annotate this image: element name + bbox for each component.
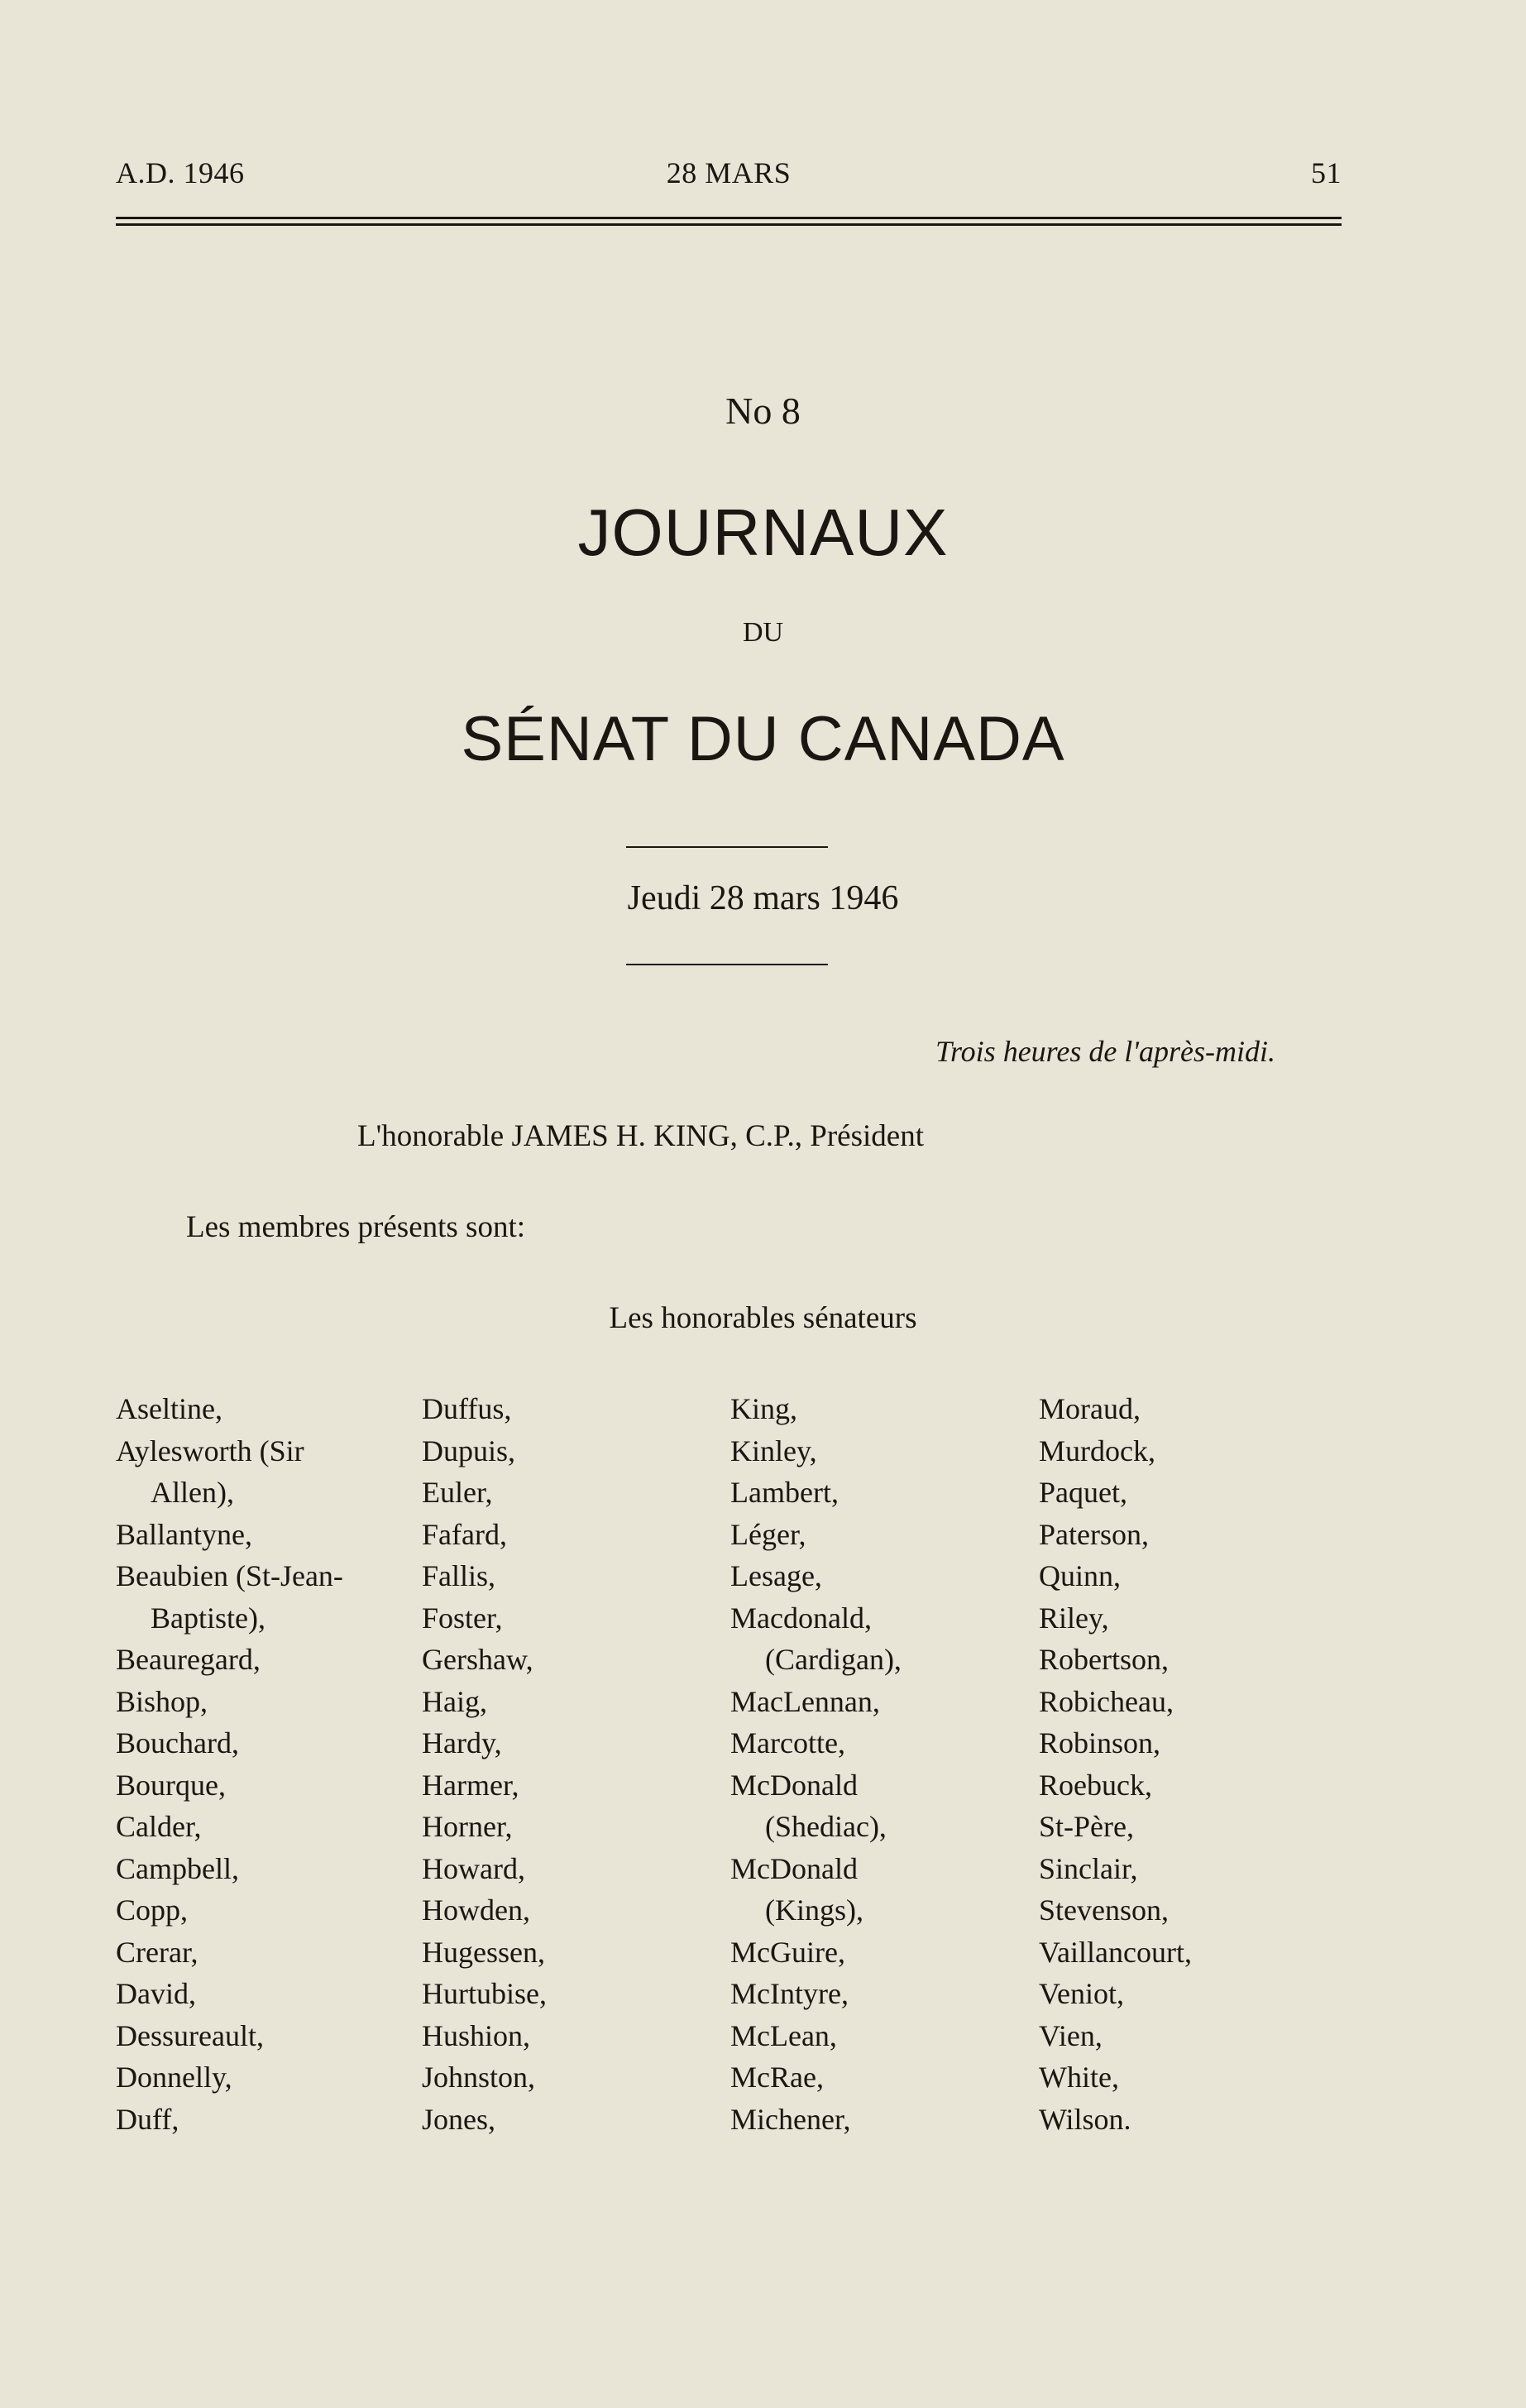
presiding-officer: L'honorable JAMES H. KING, C.P., Président <box>357 1119 924 1153</box>
page-number: 51 <box>1311 156 1342 189</box>
senator-name: Kinley, <box>730 1434 817 1467</box>
senator-name: Robertson, <box>1039 1643 1169 1676</box>
senator-name: Johnston, <box>422 2061 536 2094</box>
senator-name: Wilson. <box>1039 2102 1131 2136</box>
senator-name: Sinclair, <box>1039 1851 1138 1885</box>
senator-name: Hardy, <box>422 1726 502 1759</box>
senator-name: Léger, <box>730 1517 806 1551</box>
senator-name: Beauregard, <box>116 1643 261 1676</box>
title-divider-lower <box>626 964 828 965</box>
senator-name: Murdock, <box>1039 1434 1155 1467</box>
senators-column-3 <box>730 1388 902 2140</box>
senator-name: Dupuis, <box>422 1434 516 1467</box>
senator-name: Stevenson, <box>1039 1893 1169 1927</box>
senator-name: Duff, <box>116 2102 179 2136</box>
sitting-time: Trois heures de l'après-midi. <box>935 1035 1275 1068</box>
senator-name: Bourque, <box>116 1768 226 1802</box>
senator-name: Michener, <box>730 2102 851 2136</box>
senator-name: David, <box>116 1977 196 2010</box>
senator-name: Aylesworth (Sir <box>116 1434 304 1467</box>
senator-name: Quinn, <box>1039 1559 1121 1592</box>
senator-name: Paquet, <box>1039 1476 1127 1509</box>
senator-name: Vien, <box>1039 2018 1103 2052</box>
senator-name: McLean, <box>730 2018 837 2052</box>
senator-name: Jones, <box>422 2102 495 2136</box>
senator-name-continued: Baptiste), <box>151 1601 265 1635</box>
sitting-date: Jeudi 28 mars 1946 <box>627 879 899 917</box>
title-connector: DU <box>742 617 784 648</box>
senator-name-continued: Allen), <box>151 1476 234 1509</box>
senator-name: Moraud, <box>1039 1392 1141 1425</box>
members-intro: Les membres présents sont: <box>186 1210 525 1244</box>
header-rule-top <box>116 217 1342 219</box>
senator-name: McIntyre, <box>730 1977 849 2010</box>
senator-name: McDonald <box>730 1768 858 1802</box>
senator-name: Macdonald, <box>730 1601 872 1635</box>
senator-name: Howard, <box>422 1851 525 1885</box>
senator-name: Fallis, <box>422 1559 496 1592</box>
senator-name: Campbell, <box>116 1851 239 1885</box>
senator-name: King, <box>730 1392 797 1425</box>
senator-name: Gershaw, <box>422 1643 533 1676</box>
journal-title: JOURNAUX <box>577 495 949 569</box>
senator-name: Vaillancourt, <box>1039 1935 1192 1969</box>
senator-name: Robinson, <box>1039 1726 1161 1759</box>
senator-name: Hurtubise, <box>422 1977 547 2010</box>
senator-name: Marcotte, <box>730 1726 845 1759</box>
senator-name: Duffus, <box>422 1392 512 1425</box>
senator-name: Foster, <box>422 1601 503 1635</box>
senator-name: Hushion, <box>422 2018 531 2052</box>
senators-heading: Les honorables sénateurs <box>609 1301 917 1335</box>
senator-name: White, <box>1039 2061 1119 2094</box>
senator-name: Roebuck, <box>1039 1768 1152 1802</box>
senator-name: Calder, <box>116 1810 202 1843</box>
senator-name: Riley, <box>1039 1601 1109 1635</box>
title-divider-upper <box>626 846 828 848</box>
senators-column-4 <box>1039 1388 1192 2140</box>
senator-name: MacLennan, <box>730 1684 880 1718</box>
senator-name: McRae, <box>730 2061 824 2094</box>
senator-name: Lesage, <box>730 1559 822 1592</box>
senator-name: Bouchard, <box>116 1726 239 1759</box>
senate-title: SÉNAT DU CANADA <box>461 704 1065 774</box>
senator-name: Ballantyne, <box>116 1517 252 1551</box>
senator-name-continued: (Kings), <box>765 1893 863 1927</box>
senator-name: Beaubien (St-Jean- <box>116 1559 343 1592</box>
senator-name: Veniot, <box>1039 1977 1124 2010</box>
senator-name: Bishop, <box>116 1684 208 1718</box>
senator-name: St-Père, <box>1039 1810 1134 1843</box>
senator-name: Copp, <box>116 1893 189 1927</box>
senator-name: Euler, <box>422 1476 493 1509</box>
senator-name: Robicheau, <box>1039 1684 1174 1718</box>
senator-name-continued: (Cardigan), <box>765 1643 902 1676</box>
senator-name: Howden, <box>422 1893 530 1927</box>
issue-number: No 8 <box>725 390 801 432</box>
senators-column-1 <box>116 1388 343 2140</box>
senator-name: Lambert, <box>730 1476 839 1509</box>
senator-name: Fafard, <box>422 1517 507 1551</box>
senator-name: McDonald <box>730 1851 858 1885</box>
senator-name: Haig, <box>422 1684 487 1718</box>
senator-name-continued: (Shediac), <box>765 1810 887 1843</box>
senator-name: Horner, <box>422 1810 513 1843</box>
running-header <box>116 156 1342 197</box>
senator-name: Harmer, <box>422 1768 519 1802</box>
header-rule-bottom <box>116 223 1342 226</box>
header-year: A.D. 1946 <box>116 156 245 189</box>
senator-name: Donnelly, <box>116 2061 232 2094</box>
senator-name: Hugessen, <box>422 1935 545 1969</box>
senator-name: McGuire, <box>730 1935 845 1969</box>
senator-name: Aseltine, <box>116 1392 222 1425</box>
senator-name: Crerar, <box>116 1935 199 1969</box>
header-date: 28 MARS <box>666 156 792 189</box>
senator-name: Paterson, <box>1039 1517 1149 1551</box>
senator-name: Dessureault, <box>116 2018 264 2052</box>
senators-column-2 <box>422 1388 547 2140</box>
